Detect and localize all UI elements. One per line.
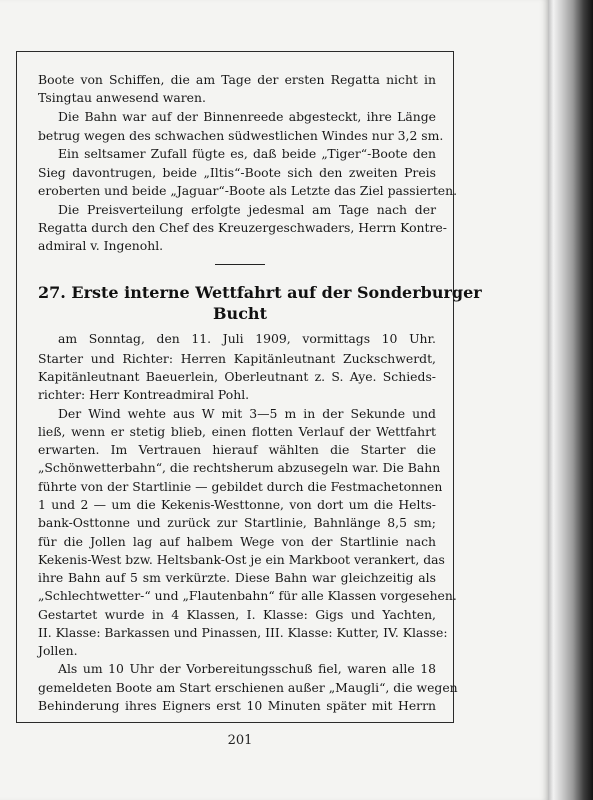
text-line: Jollen.: [38, 643, 78, 658]
text-line: Starter und Richter: Herren Kapitänleutnant Zuckschwerdt,: [38, 351, 436, 366]
text-line: Der Wind wehte aus W mit 3—5 m in der Sekunde und: [58, 406, 436, 421]
text-line: Tsingtau anwesend waren.: [38, 90, 206, 105]
text-line: Kapitänleutnant Baeuerlein, Oberleutnant z. S. Aye. Schieds-: [38, 369, 436, 384]
text-line: „Schönwetterbahn“, die rechtsherum abzusegeln war. Die Bahn: [38, 460, 441, 475]
text-line: Behinderung ihres Eigners erst 10 Minuten später mit Herrn: [38, 698, 436, 713]
text-line: Regatta durch den Chef des Kreuzergeschwaders, Herrn Kontre-: [38, 220, 447, 235]
text-line: Boote von Schiffen, die am Tage der ersten Regatta nicht in: [38, 72, 436, 87]
text-line: Sieg davontrugen, beide „Iltis“-Boote sich den zweiten Preis: [38, 165, 436, 180]
text-line: gemeldeten Boote am Start erschienen außer „Maugli“, die wegen: [38, 680, 458, 695]
text-line: Die Bahn war auf der Binnenreede abgesteckt, ihre Länge: [58, 109, 436, 124]
text-line: betrug wegen des schwachen südwestlichen Windes nur 3,2 sm.: [38, 128, 444, 143]
text-line: admiral v. Ingenohl.: [38, 238, 164, 253]
text-line: für die Jollen lag auf halbem Wege von der Startlinie nach: [38, 534, 436, 549]
text-line: Ein seltsamer Zufall fügte es, daß beide „Tiger“-Boote den: [58, 146, 436, 161]
text-line: „Schlechtwetter-“ und „Flautenbahn“ für alle Klassen vorgesehen.: [38, 588, 457, 603]
book-spine-edge: [548, 0, 593, 800]
text-line: II. Klasse: Barkassen und Pinassen, III. Klasse: Kutter, IV. Klasse:: [38, 625, 448, 640]
text-line: Kekenis-West bzw. Heltsbank-Ost je ein Markboot verankert, das: [38, 552, 445, 567]
text-line: eroberten und beide „Jaguar“-Boote als Letzte das Ziel passierten.: [38, 183, 458, 198]
page-number: 201: [227, 733, 253, 748]
text-line: Gestartet wurde in 4 Klassen, I. Klasse: Gigs und Yachten,: [38, 607, 436, 622]
text-line: richter: Herr Kontreadmiral Pohl.: [38, 387, 250, 402]
section-heading-continued: Bucht: [213, 304, 267, 323]
text-line: am Sonntag, den 11. Juli 1909, vormittags 10 Uhr.: [58, 331, 436, 346]
text-line: Die Preisverteilung erfolgte jedesmal am Tage nach der: [58, 202, 436, 217]
text-line: erwarten. Im Vertrauen hierauf wählten die Starter die: [38, 442, 436, 457]
section-divider: [215, 264, 265, 265]
text-line: ihre Bahn auf 5 sm verkürzte. Diese Bahn war gleichzeitig als: [38, 570, 436, 585]
text-line: 1 und 2 — um die Kekenis-Westtonne, von dort um die Helts-: [38, 497, 436, 512]
text-line: ließ, wenn er stetig blieb, einen flotten Verlauf der Wettfahrt: [38, 424, 436, 439]
section-heading: 27. Erste interne Wettfahrt auf der Sonderburger: [38, 283, 482, 302]
text-line: bank-Osttonne und zurück zur Startlinie, Bahnlänge 8,5 sm;: [38, 515, 436, 530]
text-line: führte von der Startlinie — gebildet durch die Festmachetonnen: [38, 479, 443, 494]
text-line: Als um 10 Uhr der Vorbereitungsschuß fiel, waren alle 18: [58, 661, 436, 676]
